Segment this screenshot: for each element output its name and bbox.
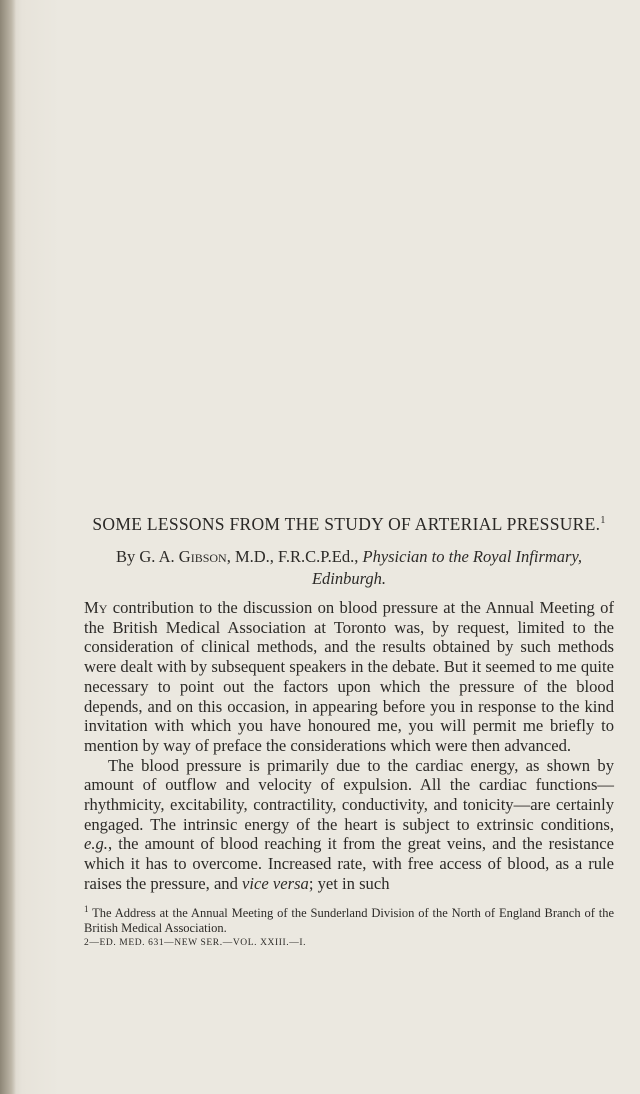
footnote-mark: 1	[84, 903, 89, 914]
byline	[84, 546, 614, 590]
signature-text: —ED. MED. 631—NEW SER.—VOL. XXIII.—I.	[89, 937, 307, 948]
signature-line	[84, 938, 614, 948]
paragraph-2-eg: e.g.	[84, 834, 108, 854]
paragraph-2-part-2: , the amount of blood reaching it from the great veins, and the resistance which it has to overcome. Increased rate, with free access of blood, as a rule raises the pressure, and	[84, 834, 614, 893]
footnote-text: The Address at the Annual Meeting of the Sunderland Division of the North of England Branch of the British Medical Association.	[84, 905, 614, 935]
paragraph-2	[84, 756, 614, 894]
author-name: Gibson	[178, 547, 227, 566]
paragraph-1-text: contribution to the discussion on blood pressure at the Annual Meeting of the British Medical Association at Toronto was, by request, limited to the consideration of clinical methods, and the results obtained by such methods were dealt with by subsequent speakers in the debate. But it seemed to me quite necessary to point out the factors upon which the pressure of the blood depends, and on this occasion, in appearing before you in response to the kind invitation with which you have honoured me, you will permit me briefly to mention by way of preface the considerations which were then advanced.	[84, 598, 614, 755]
paragraph-2-part-1: The blood pressure is primarily due to the cardiac energy, as shown by amount of outflow and velocity of expulsion. All the cardiac functions—rhythmicity, excitability, contractility, conductivity, and tonicity—are certainly engaged. The intrinsic energy of the heart is subject to extrinsic conditions,	[84, 755, 614, 834]
article	[84, 512, 614, 948]
author-position: Physician to the Royal Infirmary, Edinburgh.	[311, 547, 582, 588]
paragraph-1-lead: My	[84, 598, 108, 617]
signature-mark: 2	[84, 937, 90, 948]
paragraph-1	[84, 598, 614, 756]
book-binding-shadow	[0, 0, 16, 1094]
article-title: SOME LESSONS FROM THE STUDY OF ARTERIAL PRESSURE.$^1$	[92, 514, 606, 534]
title-footnote-mark: 1	[600, 515, 606, 527]
author-credentials: , M.D., F.R.C.P.Ed.,	[226, 547, 363, 566]
footnote	[84, 902, 614, 936]
byline-prefix: By G. A.	[115, 547, 179, 566]
paragraph-2-part-3: ; yet in such	[308, 873, 390, 893]
paragraph-2-vice-versa: vice versa	[242, 873, 309, 893]
